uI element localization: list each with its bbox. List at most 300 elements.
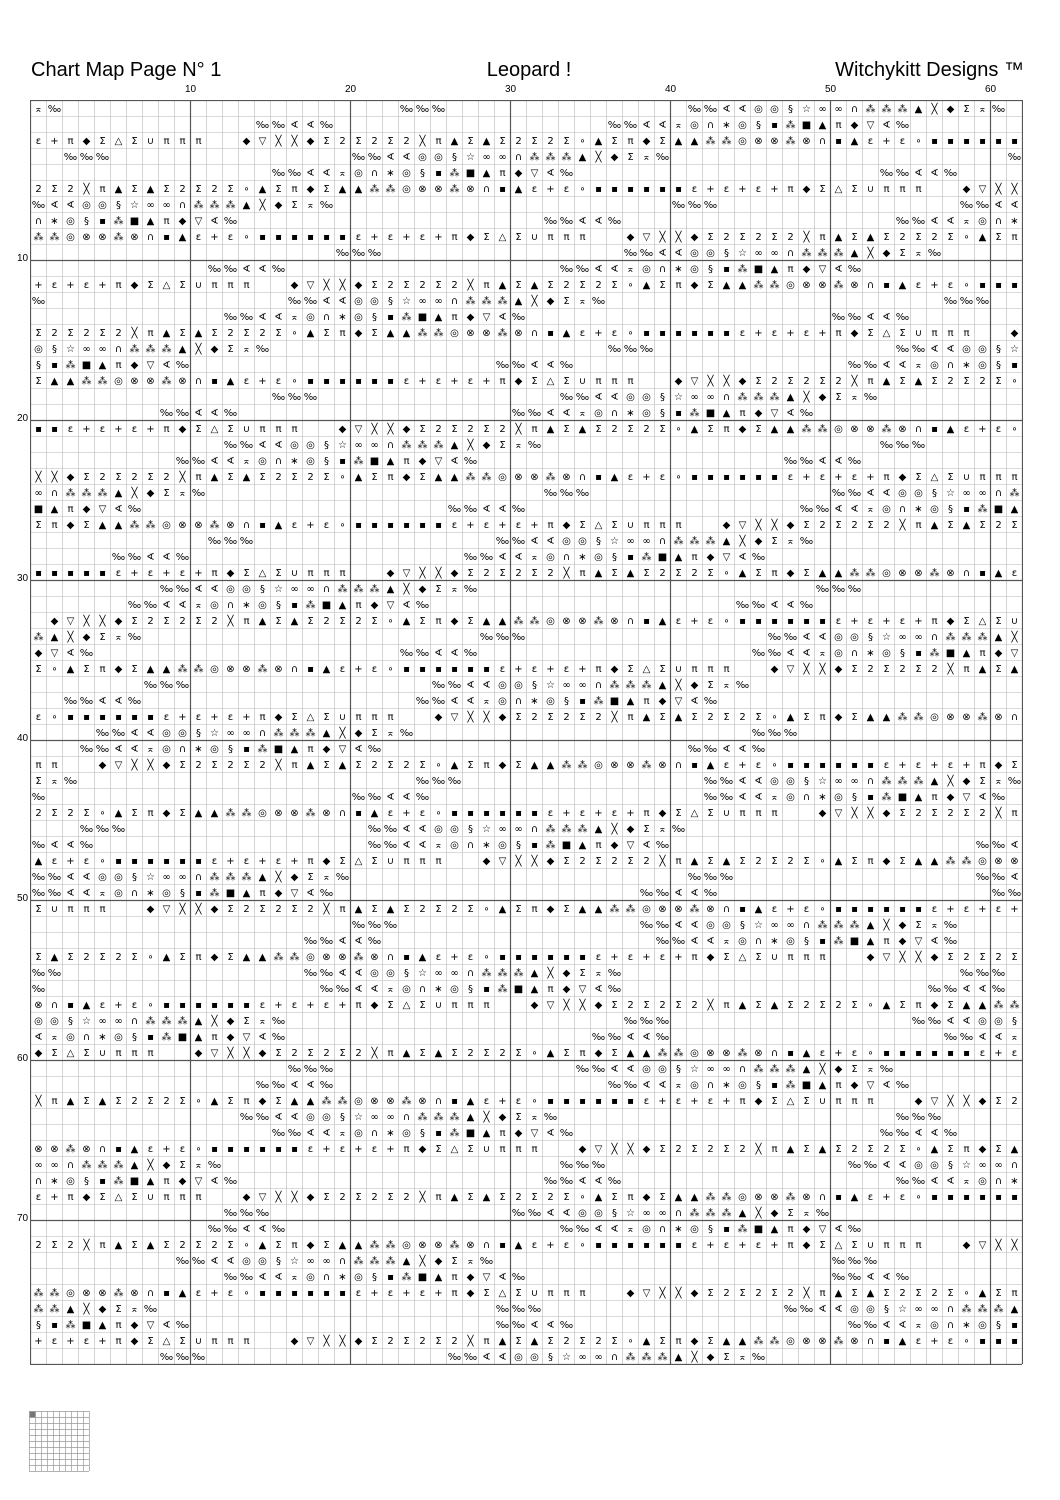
- chart-symbol: ε: [147, 568, 154, 579]
- chart-symbol: ⁂: [369, 1256, 380, 1267]
- chart-symbol: Σ: [915, 232, 922, 243]
- chart-symbol: π: [707, 664, 714, 675]
- chart-symbol: ⌅: [114, 632, 123, 643]
- chart-symbol: ▪: [163, 1000, 170, 1011]
- chart-symbol: ▲: [674, 712, 683, 723]
- chart-symbol: π: [787, 264, 794, 275]
- chart-symbol: ‰: [143, 1304, 158, 1315]
- chart-symbol: ╳: [419, 1256, 426, 1267]
- chart-symbol: 2: [387, 280, 394, 291]
- chart-symbol: ∘: [771, 760, 778, 771]
- chart-symbol: ∗: [962, 1320, 971, 1331]
- chart-symbol: ▪: [115, 712, 122, 723]
- chart-symbol: ⁂: [481, 296, 492, 307]
- chart-symbol: ∢: [210, 1256, 219, 1267]
- grid-thumbnail: [29, 1411, 90, 1477]
- chart-symbol: ‰: [543, 216, 558, 227]
- chart-symbol: 2: [211, 184, 218, 195]
- chart-symbol: ⁂: [481, 472, 492, 483]
- chart-symbol: ‰: [335, 872, 350, 883]
- chart-symbol: ⁂: [897, 104, 908, 115]
- chart-symbol: ◎: [210, 664, 219, 675]
- chart-symbol: Σ: [339, 856, 346, 867]
- chart-symbol: 2: [419, 1336, 426, 1347]
- chart-symbol: ‰: [303, 968, 318, 979]
- chart-symbol: 2: [563, 280, 570, 291]
- chart-symbol: 2: [403, 760, 410, 771]
- chart-symbol: Σ: [723, 712, 730, 723]
- chart-symbol: +: [66, 1336, 75, 1347]
- chart-symbol: ◆: [194, 1048, 203, 1059]
- chart-symbol: ⁂: [497, 968, 508, 979]
- chart-symbol: ⌅: [434, 840, 443, 851]
- chart-symbol: ▲: [98, 1320, 107, 1331]
- chart-symbol: π: [355, 600, 362, 611]
- chart-symbol: ■: [465, 1128, 476, 1139]
- chart-symbol: Σ: [947, 520, 954, 531]
- chart-symbol: ‰: [431, 776, 446, 787]
- chart-symbol: ‰: [863, 360, 878, 371]
- chart-symbol: ▲: [754, 904, 763, 915]
- chart-symbol: ∪: [242, 424, 251, 435]
- chart-symbol: ◆: [578, 1144, 587, 1155]
- chart-symbol: ε: [691, 1240, 698, 1251]
- chart-symbol: ⁂: [289, 728, 300, 739]
- chart-symbol: ε: [35, 712, 42, 723]
- chart-symbol: ▲: [642, 280, 651, 291]
- chart-symbol: ∢: [1010, 200, 1019, 211]
- chart-symbol: ╳: [371, 1048, 378, 1059]
- chart-symbol: ╳: [323, 1336, 330, 1347]
- chart-symbol: ∪: [530, 232, 539, 243]
- chart-symbol: ∗: [722, 1080, 731, 1091]
- chart-symbol: ⊗: [50, 1144, 59, 1155]
- chart-symbol: ε: [259, 1000, 266, 1011]
- chart-symbol: ∘: [147, 1000, 154, 1011]
- chart-symbol: ∢: [162, 600, 171, 611]
- chart-symbol: ⊗: [530, 472, 539, 483]
- chart-symbol: ε: [707, 616, 714, 627]
- chart-symbol: ‰: [95, 152, 110, 163]
- chart-symbol: ∢: [482, 680, 491, 691]
- chart-symbol: §: [36, 360, 41, 371]
- chart-symbol: ∢: [50, 840, 59, 851]
- chart-symbol: Σ: [419, 424, 426, 435]
- chart-symbol: ∢: [322, 1128, 331, 1139]
- chart-symbol: ‰: [671, 824, 686, 835]
- chart-symbol: ‰: [367, 744, 382, 755]
- chart-symbol: ‰: [415, 648, 430, 659]
- chart-symbol: ⊗: [850, 424, 859, 435]
- chart-symbol: ◆: [786, 520, 795, 531]
- chart-symbol: ∢: [466, 680, 475, 691]
- chart-symbol: Σ: [451, 1256, 458, 1267]
- chart-symbol: ‰: [175, 584, 190, 595]
- chart-symbol: ▲: [610, 472, 619, 483]
- chart-symbol: ╳: [755, 520, 762, 531]
- chart-symbol: ⌅: [978, 104, 987, 115]
- chart-symbol: ∢: [354, 968, 363, 979]
- chart-symbol: ▲: [930, 856, 939, 867]
- chart-symbol: ∩: [658, 536, 667, 547]
- chart-symbol: ◎: [978, 1176, 987, 1187]
- chart-symbol: +: [738, 760, 747, 771]
- chart-symbol: ⁂: [945, 632, 956, 643]
- chart-symbol: ◎: [882, 504, 891, 515]
- chart-symbol: ▲: [322, 664, 331, 675]
- chart-symbol: 2: [419, 280, 426, 291]
- chart-symbol: ∩: [674, 1208, 683, 1219]
- chart-symbol: ▲: [194, 328, 203, 339]
- chart-symbol: ‰: [527, 1304, 542, 1315]
- chart-symbol: π: [115, 360, 122, 371]
- chart-symbol: Σ: [131, 1192, 138, 1203]
- chart-symbol: +: [546, 664, 555, 675]
- chart-symbol: ∢: [882, 312, 891, 323]
- chart-symbol: 2: [483, 568, 490, 579]
- chart-symbol: ◎: [434, 824, 443, 835]
- chart-symbol: ∪: [866, 1240, 875, 1251]
- chart-symbol: π: [403, 1144, 410, 1155]
- chart-symbol: ╳: [1011, 184, 1018, 195]
- chart-symbol: ▲: [642, 712, 651, 723]
- chart-symbol: ╳: [883, 920, 890, 931]
- chart-symbol: ∢: [594, 1176, 603, 1187]
- chart-symbol: ◎: [162, 744, 171, 755]
- chart-symbol: ▲: [434, 1272, 443, 1283]
- chart-symbol: ∩: [178, 744, 187, 755]
- chart-symbol: ▽: [962, 792, 971, 803]
- chart-symbol: 2: [739, 712, 746, 723]
- chart-symbol: ∞: [978, 488, 987, 499]
- chart-symbol: ∩: [514, 696, 523, 707]
- chart-symbol: ε: [947, 760, 954, 771]
- chart-symbol: ε: [515, 520, 522, 531]
- chart-symbol: ■: [801, 120, 812, 131]
- chart-symbol: ‰: [191, 488, 206, 499]
- chart-symbol: ◎: [306, 952, 315, 963]
- chart-symbol: △: [114, 1192, 123, 1203]
- chart-symbol: Σ: [35, 376, 42, 387]
- chart-symbol: Σ: [707, 280, 714, 291]
- chart-symbol: ε: [467, 952, 474, 963]
- chart-symbol: ▲: [146, 664, 155, 675]
- chart-symbol: 2: [979, 808, 986, 819]
- chart-symbol: +: [162, 1144, 171, 1155]
- chart-symbol: ∢: [994, 200, 1003, 211]
- chart-symbol: ε: [195, 232, 202, 243]
- chart-symbol: ∢: [818, 456, 827, 467]
- chart-symbol: ε: [483, 1096, 490, 1107]
- chart-symbol: ╳: [515, 424, 522, 435]
- chart-symbol: ∘: [819, 904, 826, 915]
- chart-symbol: ∩: [226, 600, 235, 611]
- chart-symbol: ▪: [819, 616, 826, 627]
- chart-symbol: π: [435, 616, 442, 627]
- chart-symbol: ◆: [450, 616, 459, 627]
- chart-symbol: ▲: [850, 136, 859, 147]
- chart-symbol: 2: [723, 232, 730, 243]
- chart-symbol: ε: [531, 1240, 538, 1251]
- chart-symbol: ∢: [546, 1128, 555, 1139]
- chart-symbol: ‰: [671, 200, 686, 211]
- chart-symbol: ∘: [1011, 424, 1018, 435]
- chart-symbol: ⌅: [866, 504, 875, 515]
- chart-symbol: Σ: [979, 776, 986, 787]
- chart-symbol: Σ: [467, 904, 474, 915]
- chart-symbol: ◎: [370, 968, 379, 979]
- chart-symbol: ∪: [866, 184, 875, 195]
- chart-symbol: ∢: [402, 792, 411, 803]
- chart-symbol: ⊗: [290, 808, 299, 819]
- chart-symbol: π: [979, 760, 986, 771]
- chart-symbol: +: [386, 1144, 395, 1155]
- chart-symbol: π: [195, 1192, 202, 1203]
- chart-symbol: π: [739, 408, 746, 419]
- chart-symbol: ‰: [47, 888, 62, 899]
- row-number: 40: [17, 733, 29, 744]
- chart-symbol: ∗: [818, 792, 827, 803]
- chart-symbol: ▪: [595, 472, 602, 483]
- chart-symbol: ‰: [383, 840, 398, 851]
- chart-symbol: ╳: [483, 1112, 490, 1123]
- chart-symbol: ∞: [770, 920, 779, 931]
- chart-symbol: 2: [643, 424, 650, 435]
- chart-symbol: ‰: [511, 312, 526, 323]
- chart-symbol: Σ: [227, 1096, 234, 1107]
- chart-symbol: ▽: [386, 600, 395, 611]
- chart-symbol: ◎: [594, 760, 603, 771]
- chart-symbol: ‰: [479, 632, 494, 643]
- chart-symbol: ▲: [578, 840, 587, 851]
- chart-symbol: ◎: [258, 456, 267, 467]
- chart-symbol: ▲: [306, 760, 315, 771]
- chart-symbol: ⌅: [658, 824, 667, 835]
- thumbnail-svg: [29, 1411, 90, 1472]
- chart-symbol: ▲: [178, 1288, 187, 1299]
- chart-symbol: Σ: [275, 184, 282, 195]
- chart-symbol: π: [675, 1336, 682, 1347]
- chart-symbol: ▲: [818, 1144, 827, 1155]
- chart-symbol: ◎: [690, 120, 699, 131]
- chart-symbol: ∘: [531, 1048, 538, 1059]
- chart-symbol: ◎: [754, 104, 763, 115]
- chart-symbol: ∢: [898, 360, 907, 371]
- chart-symbol: Σ: [35, 776, 42, 787]
- chart-symbol: ◆: [690, 280, 699, 291]
- chart-symbol: Σ: [83, 1096, 90, 1107]
- chart-symbol: ∢: [722, 744, 731, 755]
- chart-symbol: ‰: [399, 104, 414, 115]
- chart-symbol: π: [787, 184, 794, 195]
- chart-symbol: ‰: [431, 104, 446, 115]
- chart-symbol: ▲: [818, 568, 827, 579]
- chart-symbol: ⁂: [625, 1352, 636, 1363]
- chart-symbol: ▽: [402, 568, 411, 579]
- chart-symbol: π: [643, 696, 650, 707]
- chart-symbol: ‰: [319, 936, 334, 947]
- chart-symbol: ⁂: [209, 200, 220, 211]
- chart-symbol: ‰: [79, 696, 94, 707]
- chart-symbol: ◎: [978, 1016, 987, 1027]
- chart-symbol: ∪: [674, 664, 683, 675]
- chart-symbol: Σ: [563, 376, 570, 387]
- chart-symbol: ∢: [306, 888, 315, 899]
- chart-symbol: ╳: [819, 1064, 826, 1075]
- chart-symbol: ▲: [498, 616, 507, 627]
- chart-symbol: ▪: [739, 472, 746, 483]
- chart-symbol: Σ: [963, 376, 970, 387]
- chart-symbol: Σ: [387, 136, 394, 147]
- chart-symbol: ⊗: [994, 712, 1003, 723]
- chart-symbol: 2: [339, 1192, 346, 1203]
- chart-symbol: ⊗: [802, 136, 811, 147]
- chart-symbol: Σ: [499, 136, 506, 147]
- chart-symbol: ▲: [594, 1192, 603, 1203]
- chart-symbol: ∢: [882, 1272, 891, 1283]
- chart-symbol: ◎: [930, 712, 939, 723]
- chart-symbol: 2: [211, 1240, 218, 1251]
- chart-symbol: ‰: [895, 168, 910, 179]
- chart-symbol: ∩: [482, 1240, 491, 1251]
- chart-symbol: ∢: [258, 1224, 267, 1235]
- chart-symbol: ∩: [514, 152, 523, 163]
- chart-symbol: ▪: [995, 136, 1002, 147]
- chart-symbol: ‰: [559, 1160, 574, 1171]
- chart-symbol: ▲: [978, 1000, 987, 1011]
- chart-symbol: ⌅: [722, 936, 731, 947]
- chart-symbol: ∩: [482, 184, 491, 195]
- chart-symbol: Σ: [179, 280, 186, 291]
- chart-symbol: ∢: [658, 1080, 667, 1091]
- chart-symbol: ε: [867, 1192, 874, 1203]
- chart-symbol: ‰: [287, 168, 302, 179]
- chart-symbol: ⌅: [242, 456, 251, 467]
- chart-symbol: π: [387, 1048, 394, 1059]
- chart-symbol: ▪: [627, 1096, 634, 1107]
- chart-symbol: ⁂: [449, 1240, 460, 1251]
- chart-symbol: Σ: [755, 424, 762, 435]
- chart-symbol: Σ: [35, 520, 42, 531]
- chart-symbol: ⁂: [113, 216, 124, 227]
- chart-symbol: ∞: [754, 248, 763, 259]
- chart-symbol: ∞: [34, 488, 43, 499]
- chart-symbol: ‰: [943, 936, 958, 947]
- chart-symbol: 2: [787, 232, 794, 243]
- chart-symbol: ▲: [914, 856, 923, 867]
- chart-symbol: ▪: [291, 1288, 298, 1299]
- chart-symbol: Σ: [291, 200, 298, 211]
- chart-symbol: ∢: [546, 1208, 555, 1219]
- chart-symbol: ⌅: [578, 408, 587, 419]
- chart-symbol: ∢: [946, 1016, 955, 1027]
- chart-symbol: +: [354, 1144, 363, 1155]
- chart-symbol: ⁂: [449, 1128, 460, 1139]
- chart-symbol: ∢: [802, 648, 811, 659]
- chart-symbol: ▲: [594, 136, 603, 147]
- chart-symbol: ‰: [831, 584, 846, 595]
- chart-symbol: ▲: [546, 424, 555, 435]
- chart-symbol: ∩: [946, 360, 955, 371]
- chart-symbol: ▪: [915, 1048, 922, 1059]
- chart-symbol: ■: [129, 1176, 140, 1187]
- chart-symbol: ⌅: [130, 1304, 139, 1315]
- chart-symbol: Σ: [531, 568, 538, 579]
- chart-symbol: Σ: [547, 1336, 554, 1347]
- chart-symbol: ▪: [131, 712, 138, 723]
- chart-symbol: ⁂: [433, 328, 444, 339]
- chart-symbol: 2: [227, 760, 234, 771]
- chart-symbol: ◆: [306, 1240, 315, 1251]
- chart-symbol: Σ: [899, 248, 906, 259]
- chart-symbol: ‰: [607, 120, 622, 131]
- chart-symbol: ▲: [338, 760, 347, 771]
- chart-symbol: ▪: [515, 808, 522, 819]
- chart-symbol: +: [290, 856, 299, 867]
- chart-symbol: ∞: [98, 344, 107, 355]
- chart-symbol: ◎: [450, 328, 459, 339]
- chart-symbol: ⁂: [449, 184, 460, 195]
- chart-symbol: ‰: [255, 1208, 270, 1219]
- chart-symbol: ‰: [527, 1208, 542, 1219]
- chart-symbol: ▲: [338, 1240, 347, 1251]
- chart-symbol: Σ: [371, 616, 378, 627]
- chart-symbol: ∘: [291, 376, 298, 387]
- chart-symbol: ⊗: [34, 1144, 43, 1155]
- chart-symbol: ‰: [991, 888, 1006, 899]
- chart-symbol: ∩: [50, 1000, 59, 1011]
- chart-symbol: 2: [595, 1336, 602, 1347]
- chart-symbol: ∞: [306, 584, 315, 595]
- chart-symbol: ⌅: [994, 776, 1003, 787]
- chart-symbol: Σ: [515, 1336, 522, 1347]
- chart-symbol: Σ: [467, 616, 474, 627]
- chart-symbol: ∢: [130, 728, 139, 739]
- chart-symbol: ‰: [255, 1080, 270, 1091]
- chart-symbol: ◎: [402, 1128, 411, 1139]
- chart-symbol: ▪: [99, 216, 106, 227]
- chart-symbol: ‰: [175, 360, 190, 371]
- chart-symbol: ‰: [447, 504, 462, 515]
- chart-symbol: ∩: [530, 824, 539, 835]
- chart-symbol: ε: [211, 856, 218, 867]
- chart-symbol: 2: [35, 184, 42, 195]
- chart-symbol: ▲: [850, 1192, 859, 1203]
- chart-symbol: ◆: [210, 952, 219, 963]
- chart-symbol: ∞: [658, 1208, 667, 1219]
- chart-symbol: ◎: [642, 1224, 651, 1235]
- chart-symbol: ⌅: [914, 248, 923, 259]
- chart-symbol: Σ: [515, 1112, 522, 1123]
- chart-symbol: ε: [915, 280, 922, 291]
- chart-symbol: ☆: [546, 680, 555, 691]
- chart-symbol: Σ: [35, 904, 42, 915]
- chart-symbol: ⁂: [913, 712, 924, 723]
- chart-symbol: ⁂: [449, 1112, 460, 1123]
- chart-symbol: 2: [659, 568, 666, 579]
- chart-symbol: ▲: [242, 472, 251, 483]
- chart-symbol: ⊗: [466, 328, 475, 339]
- chart-symbol: ‰: [207, 536, 222, 547]
- chart-symbol: Σ: [563, 136, 570, 147]
- chart-symbol: Σ: [275, 1048, 282, 1059]
- chart-symbol: ▪: [339, 456, 346, 467]
- chart-symbol: Σ: [723, 952, 730, 963]
- chart-symbol: ‰: [463, 552, 478, 563]
- row-number: 30: [17, 573, 29, 584]
- chart-symbol: ▽: [642, 232, 651, 243]
- chart-symbol: ‰: [911, 344, 926, 355]
